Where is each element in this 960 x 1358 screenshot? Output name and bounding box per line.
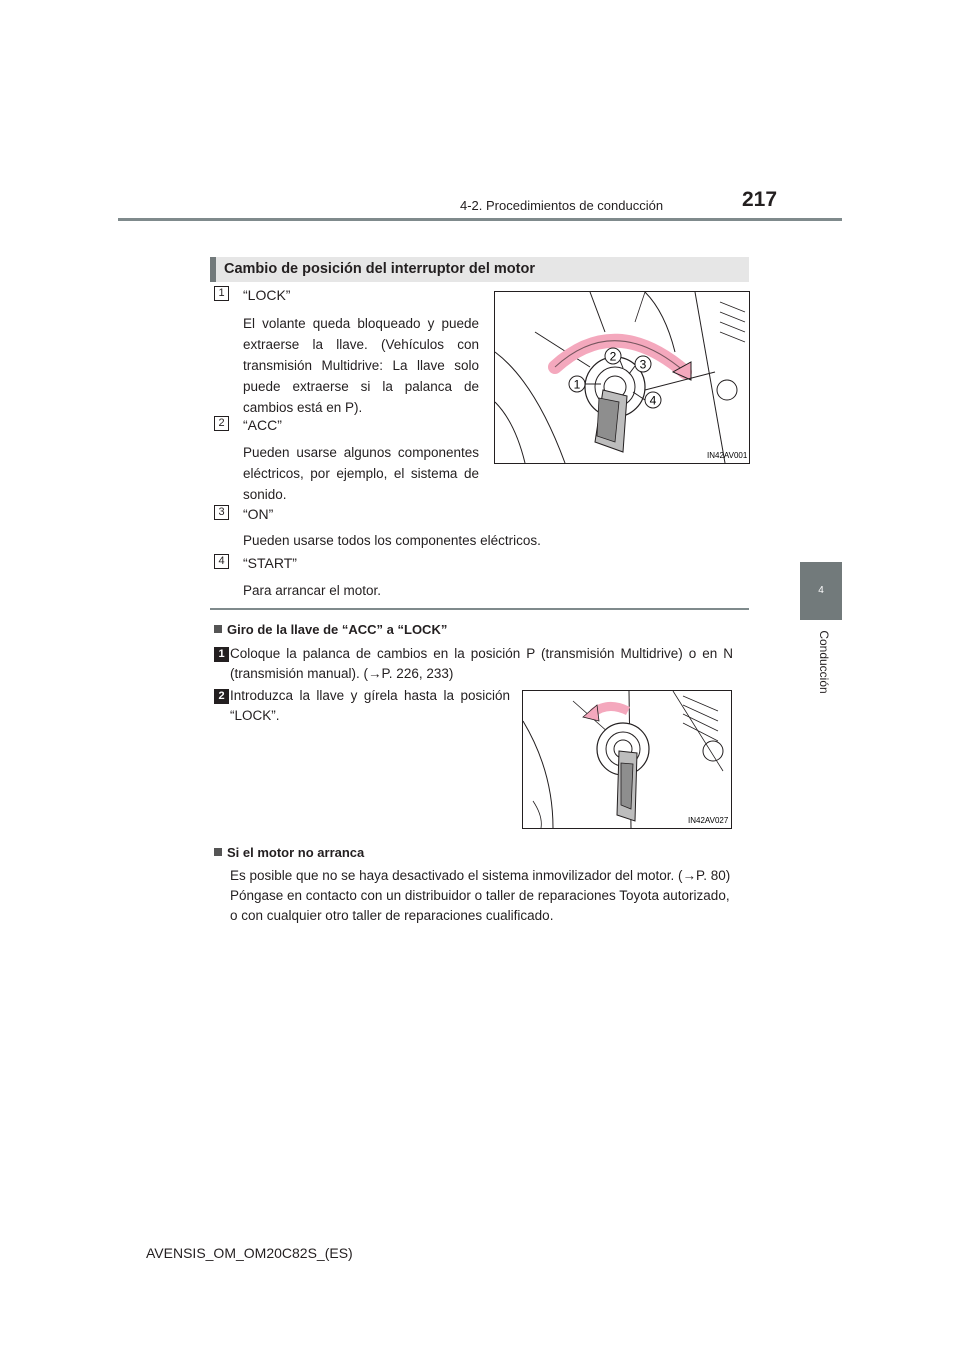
item-title-lock: “LOCK” [243, 287, 291, 303]
subsection-acc-to-lock [214, 622, 447, 637]
subsection-no-start [214, 845, 364, 860]
no-start-text: Es posible que no se haya desactivado el sistema inmovilizador del motor. (→P. 80) Póngase en contacto con un distribuidor o taller de reparaciones Toyota autorizado, o con cualquier otro taller de reparaciones cualificado. [230, 868, 731, 923]
item-title-start: “START” [243, 555, 297, 571]
ignition-switch-illustration [495, 292, 749, 463]
item-number-4: 4 [214, 554, 229, 569]
callout-3: 3 [639, 357, 647, 372]
header-rule [118, 218, 842, 221]
subsection-title-acc-lock: Giro de la llave de “ACC” a “LOCK” [227, 622, 448, 637]
section-title: 4-2. Procedimientos de conducción [460, 198, 664, 213]
document-code: AVENSIS_OM_OM20C82S_(ES) [146, 1245, 353, 1261]
section-divider [210, 608, 749, 610]
item-body-acc: Pueden usarse algunos componentes eléctricos, por ejemplo, el sistema de sonido. [243, 445, 479, 502]
callout-4: 4 [649, 393, 657, 408]
item-body-on: Pueden usarse todos los componentes eléctricos. [243, 533, 541, 548]
page-number: 217 [742, 188, 778, 211]
figure-code-2: IN42AV027 [688, 816, 729, 825]
bullet-square [214, 848, 222, 856]
chapter-label: Conducción [817, 630, 831, 694]
callout-2: 2 [609, 349, 617, 364]
item-number-1: 1 [214, 286, 229, 301]
item-title-on: “ON” [243, 506, 274, 522]
section-heading: Cambio de posición del interruptor del motor [224, 261, 535, 277]
item-body-lock: El volante queda bloqueado y puede extraerse la llave. (Vehículos con transmisión Multidrive: La llave solo puede extraerse si la palanca de cambios está en P). [243, 316, 479, 415]
step-number-2: 2 [214, 689, 229, 704]
key-turn-figure [522, 690, 732, 829]
subsection-title-no-start: Si el motor no arranca [227, 845, 365, 860]
item-body-start: Para arrancar el motor. [243, 583, 382, 598]
step-text-2: Introduzca la llave y gírela hasta la posición “LOCK”. [230, 688, 510, 723]
item-number-3: 3 [214, 505, 229, 520]
ignition-figure [494, 291, 750, 464]
item-number-2: 2 [214, 416, 229, 431]
figure-code-1: IN42AV001 [707, 451, 748, 460]
step-text-1: Coloque la palanca de cambios en la posición P (transmisión Multidrive) o en N (transmisión manual). (→P. 226, 233) [230, 646, 733, 681]
key-turn-illustration [523, 691, 731, 828]
callout-1: 1 [573, 377, 581, 392]
step-number-1: 1 [214, 647, 229, 662]
chapter-tab: 4 [800, 562, 842, 620]
bullet-square [214, 625, 222, 633]
item-title-acc: “ACC” [243, 417, 282, 433]
